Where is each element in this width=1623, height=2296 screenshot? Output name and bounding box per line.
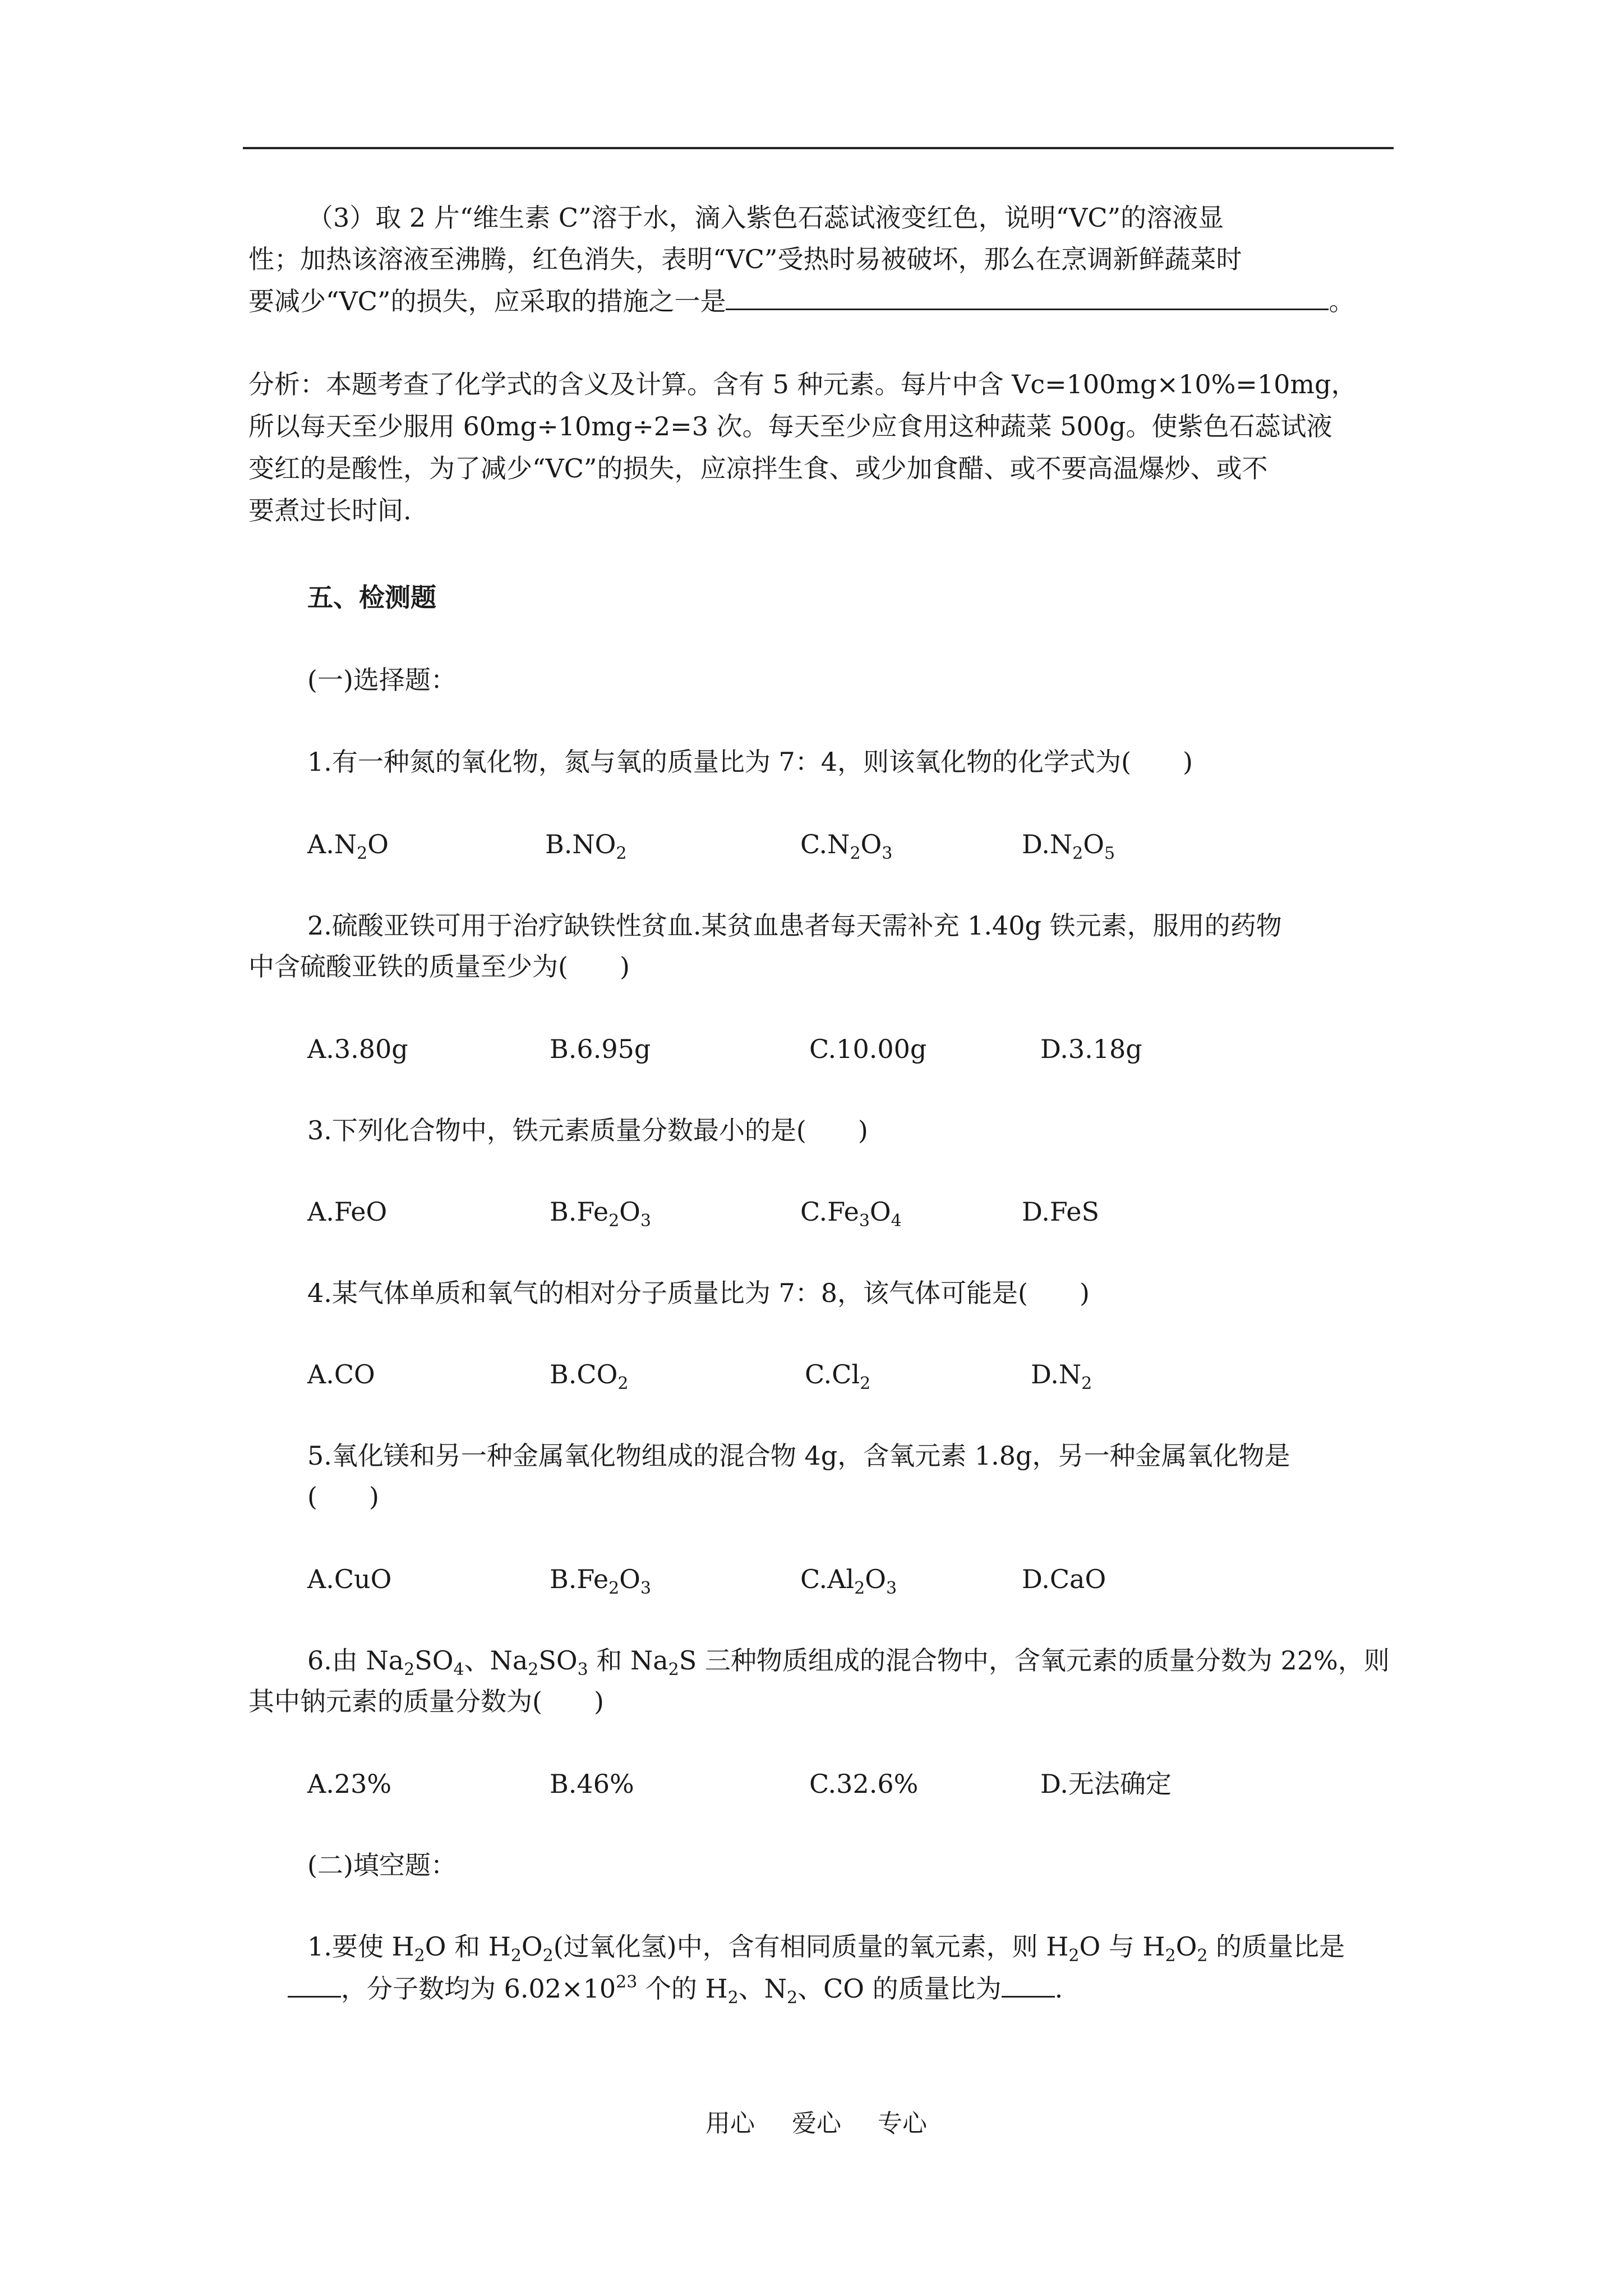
analysis-line2 (248, 409, 1332, 443)
mc-q1-option-a[interactable]: $A.N_2O$ (307, 829, 389, 863)
q3-line3-text: 要减少“VC”的损失，应采取的措施之一是 (248, 286, 726, 316)
analysis-line1-text: 分析：本题考查了化学式的含义及计算。含有 5 种元素。每片中含 Vc=100mg×10%=10mg， (248, 369, 1357, 399)
fill-q1-blank-1[interactable] (288, 1973, 341, 1998)
analysis-line4 (248, 494, 412, 527)
header-rule (243, 147, 1394, 149)
q3-line3 (248, 284, 1354, 318)
mc-q4-option-c[interactable]: $C.Cl_2$ (805, 1359, 871, 1393)
q3-line1 (307, 201, 1224, 234)
q3-line2-text: 性；加热该溶液至沸腾，红色消失，表明“VC”受热时易被破坏，那么在烹调新鲜蔬菜时 (248, 244, 1242, 274)
mc-q5-stem-line2 (307, 1480, 379, 1513)
mc-q1-text: 1.有一种氮的氧化物，氮与氧的质量比为 7：4，则该氧化物的化学式为( ) (307, 747, 1193, 777)
mc-q4-option-d[interactable]: $D.N_2$ (1031, 1359, 1092, 1393)
mc-q2-line2-text: 中含硫酸亚铁的质量至少为( ) (248, 951, 630, 982)
mc-q1-option-b[interactable]: $B.NO_2$ (545, 829, 627, 863)
fill-q1-line1: 1.要使 $H_2O$ 和 $H_2O_2$(过氧化氢)中，含有相同质量的氧元素，则 $H_2O$ 与 $H_2O_2$ 的质量比是 (307, 1931, 1345, 1966)
mc-q3-option-c[interactable]: $C.Fe_3O_4$ (800, 1197, 902, 1231)
mc-q5-option-c[interactable]: $C.Al_2O_3$ (800, 1564, 897, 1598)
footer-word-1: 用心 (706, 2109, 755, 2138)
section5-title-text: 五、检测题 (307, 582, 436, 613)
fill-title (307, 1848, 457, 1882)
mc-q1-option-d[interactable]: $D.N_2O_5$ (1022, 829, 1115, 863)
analysis-line1 (248, 367, 1357, 401)
mc-q3-option-d[interactable]: D.FeS (1022, 1197, 1099, 1227)
mc-q4-text: 4.某气体单质和氧气的相对分子质量比为 7：8，该气体可能是( ) (307, 1278, 1090, 1308)
fill-q1-blank-2[interactable] (1002, 1973, 1055, 1998)
mc-q6-option-c[interactable]: C.32.6% (809, 1769, 919, 1799)
mc-q5-option-a[interactable]: A.CuO (307, 1564, 392, 1594)
mc-q4-option-a[interactable]: A.CO (307, 1359, 375, 1389)
analysis-line3 (248, 452, 1267, 485)
mc-q2-line1-text: 2.硫酸亚铁可用于治疗缺铁性贫血.某贫血患者每天需补充 1.40g 铁元素，服用的药物 (307, 910, 1282, 941)
mc-q2-option-b[interactable]: B.6.95g (550, 1034, 651, 1064)
mc-q2-option-d[interactable]: D.3.18g (1040, 1034, 1142, 1064)
footer-word-2: 爱心 (792, 2109, 841, 2138)
mc-q2-option-a[interactable]: A.3.80g (307, 1034, 408, 1064)
mc-q5-option-b[interactable]: $B.Fe_2O_3$ (550, 1564, 651, 1598)
mc-q1-option-c[interactable]: $C.N_2O_3$ (800, 829, 893, 863)
analysis-line4-text: 要煮过长时间. (248, 495, 412, 526)
footer-word-3: 专心 (878, 2109, 927, 2138)
q3-line2 (248, 242, 1242, 276)
fill-q1-line2: ，分子数均为 $6.02\times 10^{23}$ 个的 $H_2$、$N_2$、CO 的质量比为 . (288, 1972, 1063, 2005)
mc-title (307, 663, 457, 697)
mc-q5-stem-line1 (307, 1439, 1290, 1473)
mc-q6-option-a[interactable]: A.23% (307, 1769, 392, 1799)
mc-q3-option-b[interactable]: $B.Fe_2O_3$ (550, 1197, 651, 1231)
mc-q5-line1-text: 5.氧化镁和另一种金属氧化物组成的混合物 4g，含氧元素 1.8g，另一种金属氧化物是 (307, 1441, 1290, 1471)
mc-q4-stem (307, 1276, 1090, 1310)
mc-q6-option-b[interactable]: B.46% (550, 1769, 634, 1799)
mc-q6-option-d[interactable]: D.无法确定 (1040, 1769, 1172, 1799)
mc-q2-stem-line2 (248, 950, 630, 983)
mc-q3-stem (307, 1114, 868, 1147)
mc-q6-stem-line1: 6.由 $Na_2SO_4$、$Na_2SO_3$ 和 $Na_2S$ 三种物质组成的混合物中，含氧元素的质量分数为 22%，则 (307, 1645, 1390, 1680)
fill-title-text: (二)填空题： (307, 1850, 457, 1880)
mc-q3-text: 3.下列化合物中，铁元素质量分数最小的是( ) (307, 1115, 868, 1145)
analysis-line3-text: 变红的是酸性，为了减少“VC”的损失，应凉拌生食、或少加食醋、或不要高温爆炒、或不 (248, 453, 1268, 484)
q3-answer-blank[interactable] (726, 284, 1329, 310)
mc-title-text: (一)选择题： (307, 665, 457, 695)
section5-title (307, 581, 436, 614)
mc-q2-stem-line1 (307, 909, 1282, 942)
mc-q5-option-d[interactable]: D.CaO (1022, 1564, 1106, 1594)
mc-q3-option-a[interactable]: A.FeO (307, 1197, 388, 1227)
mc-q4-option-b[interactable]: $B.CO_2$ (550, 1359, 629, 1393)
mc-q2-option-c[interactable]: C.10.00g (809, 1034, 927, 1064)
q3-line1-text: （3）取 2 片“维生素 C”溶于水，滴入紫色石蕊试液变红色，说明“VC”的溶液显 (307, 203, 1224, 233)
mc-q1-stem (307, 745, 1193, 779)
mc-q6-stem-line2 (248, 1685, 604, 1718)
mc-q6-line2-text: 其中钠元素的质量分数为( ) (248, 1686, 604, 1717)
analysis-line2-text: 所以每天至少服用 60mg÷10mg÷2=3 次。每天至少应食用这种蔬菜 500g。使紫色石蕊试液 (248, 411, 1332, 441)
mc-q5-line2-text: ( ) (307, 1481, 379, 1512)
q3-line3-end: 。 (1329, 286, 1355, 316)
